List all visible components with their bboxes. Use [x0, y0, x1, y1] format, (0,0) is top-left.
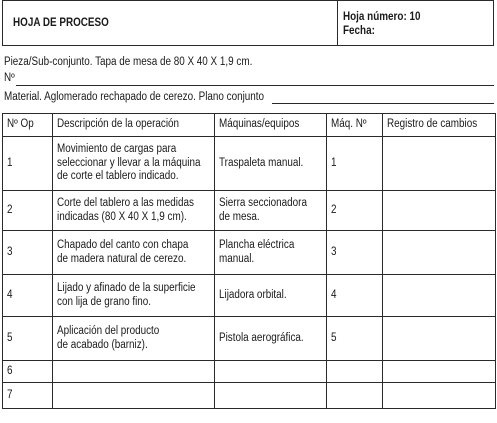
cell-description: Aplicación del producto de acabado (barniz). [53, 317, 215, 361]
cell-machine-no: 1 [327, 137, 383, 191]
cell-description [53, 383, 215, 409]
cell-changes [383, 361, 496, 383]
cell-changes [383, 137, 496, 191]
piece-line: Pieza/Sub-conjunto. Tapa de mesa de 80 X 40 X 1,9 cm. [4, 56, 253, 68]
table-row [3, 231, 496, 275]
sheet-number: Hoja número: 10 [343, 11, 421, 23]
cell-op: 3 [3, 231, 53, 275]
col-header-description: Descripción de la operación [53, 114, 215, 137]
cell-description: Movimiento de cargas para seleccionar y llevar a la máquina de corte el tablero indicado. [53, 137, 215, 191]
cell-machine-no [327, 361, 383, 383]
col-header-op: Nº Op [3, 114, 53, 137]
cell-machine: Pistola aerográfica. [215, 317, 327, 361]
cell-changes [383, 317, 496, 361]
operations-table [2, 113, 496, 409]
sheet-header [2, 0, 494, 46]
cell-changes [383, 383, 496, 409]
number-underline [16, 85, 494, 86]
number-line: Nº [4, 72, 15, 84]
cell-changes [383, 275, 496, 317]
cell-op: 7 [3, 383, 53, 409]
cell-machine-no: 3 [327, 231, 383, 275]
material-line: Material. Aglomerado rechapado de cerezo. Plano conjunto [4, 91, 265, 103]
cell-op: 6 [3, 361, 53, 383]
cell-machine [215, 383, 327, 409]
cell-machine-no: 5 [327, 317, 383, 361]
sheet-title: HOJA DE PROCESO [13, 17, 109, 29]
cell-op: 1 [3, 137, 53, 191]
table-row [3, 361, 496, 383]
sheet-date: Fecha: [343, 25, 375, 37]
cell-machine-no: 4 [327, 275, 383, 317]
cell-op: 5 [3, 317, 53, 361]
material-underline [272, 103, 494, 104]
table-row [3, 275, 496, 317]
col-header-changes: Registro de cambios [383, 114, 496, 137]
cell-description: Corte del tablero a las medidas indicadas (80 X 40 X 1,9 cm). [53, 191, 215, 231]
col-header-machine-no: Máq. Nº [327, 114, 383, 137]
table-header-row [3, 114, 496, 137]
cell-machine-no [327, 383, 383, 409]
cell-machine: Traspaleta manual. [215, 137, 327, 191]
cell-machine [215, 361, 327, 383]
cell-op: 2 [3, 191, 53, 231]
cell-machine-no: 2 [327, 191, 383, 231]
header-meta [343, 10, 420, 38]
cell-changes [383, 191, 496, 231]
cell-description [53, 361, 215, 383]
cell-machine: Sierra seccionadora de mesa. [215, 191, 327, 231]
table-row [3, 137, 496, 191]
cell-machine: Plancha eléctrica manual. [215, 231, 327, 275]
col-header-machines: Máquinas/equipos [215, 114, 327, 137]
table-row [3, 317, 496, 361]
cell-op: 4 [3, 275, 53, 317]
table-row [3, 191, 496, 231]
cell-description: Chapado del canto con chapa de madera natural de cerezo. [53, 231, 215, 275]
header-title-cell [3, 1, 338, 45]
cell-description: Lijado y afinado de la superficie con lija de grano fino. [53, 275, 215, 317]
cell-changes [383, 231, 496, 275]
table-row [3, 383, 496, 409]
cell-machine: Lijadora orbital. [215, 275, 327, 317]
